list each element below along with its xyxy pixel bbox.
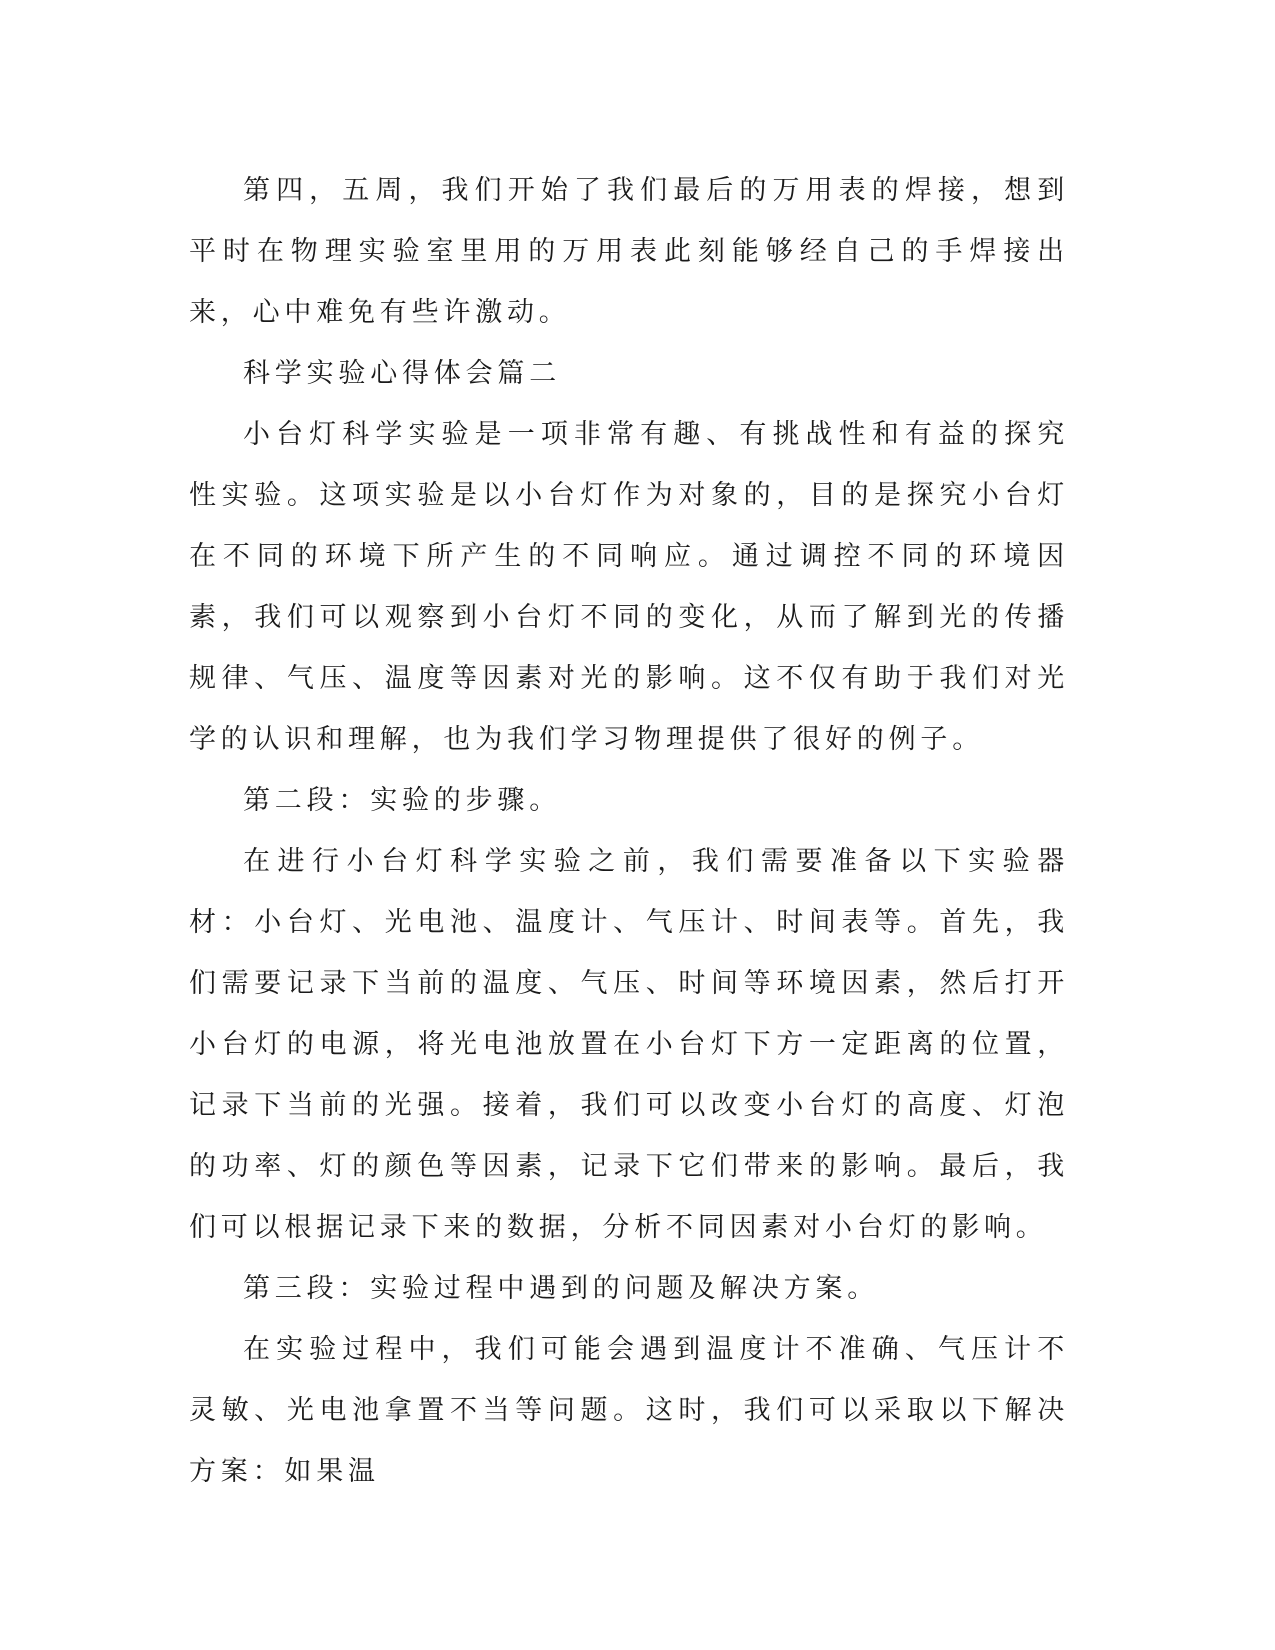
section-heading-problems: 第三段：实验过程中遇到的问题及解决方案。 — [243, 1273, 879, 1304]
section-title-part-two: 科学实验心得体会篇二 — [243, 358, 561, 389]
document-body — [189, 160, 1069, 1502]
paragraph-lamp-experiment-intro: 小台灯科学实验是一项非常有趣、有挑战性和有益的探究性实验。这项实验是以小台灯作为对象的，目的是探究小台灯在不同的环境下所产生的不同响应。通过调控不同的环境因素，我们可以观察到小台灯不同的变化，从而了解到光的传播规律、气压、温度等因素对光的影响。这不仅有助于我们对光学的认识和理解，也为我们学习物理提供了很好的例子。 — [189, 419, 1069, 755]
paragraph-problems-solutions: 在实验过程中，我们可能会遇到温度计不准确、气压计不灵敏、光电池拿置不当等问题。这时，我们可以采取以下解决方案：如果温 — [189, 1334, 1069, 1487]
section-heading-steps: 第二段：实验的步骤。 — [243, 785, 561, 816]
paragraph-multimeter-welding: 第四，五周，我们开始了我们最后的万用表的焊接，想到平时在物理实验室里用的万用表此刻能够经自己的手焊接出来，心中难免有些许激动。 — [189, 175, 1069, 328]
paragraph-experiment-steps: 在进行小台灯科学实验之前，我们需要准备以下实验器材：小台灯、光电池、温度计、气压计、时间表等。首先，我们需要记录下当前的温度、气压、时间等环境因素，然后打开小台灯的电源，将光电池放置在小台灯下方一定距离的位置，记录下当前的光强。接着，我们可以改变小台灯的高度、灯泡的功率、灯的颜色等因素，记录下它们带来的影响。最后，我们可以根据记录下来的数据，分析不同因素对小台灯的影响。 — [189, 846, 1069, 1243]
